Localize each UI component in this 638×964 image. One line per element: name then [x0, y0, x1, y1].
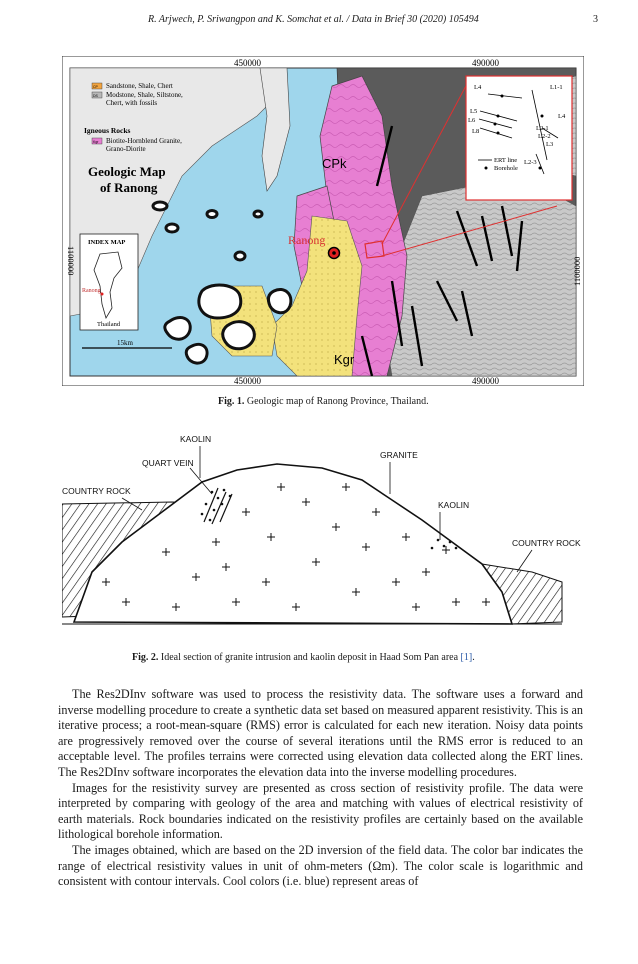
figure-2-cross-section	[62, 432, 584, 632]
index-map	[80, 234, 138, 330]
paragraph-1: The Res2DInv software was used to process the resistivity data. The software uses a forward and inverse modelling procedure to create a synthetic data set based on measured apparent resistivity. This is an iterative process; a root-mean-square (RMS) error is calculated for each new iteration. Noisy data points are progressively removed over the course of several iterations until the RMS error is reduced to an acceptable level. The profiles terrains were corrected using elevation data collected along the ERT lines. The Res2DInv software incorporates the elevation data into the inverse modelling procedures.	[58, 687, 583, 779]
inset-l2-1: L2-1	[536, 125, 549, 132]
index-map-place: Ranong	[82, 288, 101, 294]
figure-1-geologic-map	[62, 56, 584, 386]
label-quart-vein: QUART VEIN	[142, 458, 194, 468]
running-header	[58, 14, 598, 30]
legend-sed-3: Chert, with fossils	[106, 99, 158, 107]
figure-1-caption-label: Fig. 1.	[218, 396, 245, 407]
figure-2-caption-text: Ideal section of granite intrusion and kaolin deposit in Haad Som Pan area	[160, 652, 459, 663]
inset-l5: L5	[470, 108, 478, 115]
index-map-title: INDEX MAP	[88, 239, 126, 246]
legend-sed-1: Sandstone, Shale, Chert	[106, 82, 173, 90]
figure-1-caption	[218, 396, 429, 407]
inset-l4: L4	[474, 84, 482, 91]
inset-l2-2: L2-2	[538, 133, 551, 140]
label-country-rock-left: COUNTRY ROCK	[62, 486, 131, 496]
map-title-line-1: Geologic Map	[88, 164, 166, 179]
inset-legend-dot: Borehole	[494, 165, 518, 172]
label-granite: GRANITE	[380, 450, 418, 460]
ert-inset-map	[466, 76, 572, 200]
inset-l8: L8	[472, 128, 480, 135]
map-left-tick: 1100000	[66, 246, 76, 276]
map-label-cpk: CPk	[322, 156, 347, 171]
running-title: R. Arjwech, P. Sriwangpon and K. Somchat et al. / Data in Brief 30 (2020) 105494	[148, 14, 479, 25]
page-number: 3	[593, 14, 598, 25]
label-kaolin-right: KAOLIN	[438, 500, 470, 510]
inset-l2-3: L2-3	[524, 159, 537, 166]
map-top-tick-2: 490000	[472, 58, 499, 68]
index-map-country: Thailand	[97, 321, 121, 328]
inset-legend-line: ERT line	[494, 157, 518, 164]
figure-1-caption-text: Geologic map of Ranong Province, Thailand.	[246, 396, 429, 407]
figure-2-caption-ref[interactable]: [1]	[460, 652, 473, 663]
figure-2-caption	[132, 652, 475, 663]
label-country-rock-right: COUNTRY ROCK	[512, 538, 581, 548]
paragraph-3: The images obtained, which are based on the 2D inversion of the field data. The color bar indicates the range of electrical resistivity values in unit of ohm-meters (Ωm). The color scale is logarithmic and consistent with contour intervals. Cool colors (i.e. blue) represent areas of	[58, 842, 583, 889]
figure-2-caption-end: .	[472, 652, 475, 663]
legend-code-kgr: Kgr	[93, 140, 99, 144]
map-bottom-tick-1: 450000	[234, 376, 261, 386]
inset-l1-1: L1-1	[550, 84, 563, 91]
figure-2-caption-label: Fig. 2.	[132, 652, 159, 663]
map-top-tick-1: 450000	[234, 58, 261, 68]
legend-ign-2: Grano-Diorite	[106, 145, 146, 153]
legend-ign-1: Biotite-Hornblend Granite,	[106, 137, 182, 145]
scale-bar-label: 15km	[117, 339, 133, 347]
inset-l3: L3	[546, 141, 554, 148]
map-label-kgr: Kgr	[334, 352, 355, 367]
legend-code-cp: CP	[93, 85, 98, 89]
label-kaolin-top: KAOLIN	[180, 434, 212, 444]
legend-igneous-heading: Igneous Rocks	[84, 126, 131, 135]
inset-l4-right: L4	[558, 113, 566, 120]
inset-l6: L6	[468, 117, 476, 124]
map-label-ranong: Ranong	[288, 233, 326, 247]
body-text	[58, 687, 583, 890]
map-right-tick: 1100000	[572, 256, 582, 286]
map-title-line-2: of Ranong	[100, 180, 158, 195]
legend-code-ds: DS	[93, 94, 98, 98]
map-bottom-tick-2: 490000	[472, 376, 499, 386]
paragraph-2: Images for the resistivity survey are presented as cross section of resistivity profile. The data were interpreted by comparing with geology of the area and matching with values of electrical resistivity of earth materials. Rock boundaries indicated on the resistivity profiles are certainly based on the available lithological borehole information.	[58, 780, 583, 842]
legend-sed-2: Modstone, Shale, Siltstone,	[106, 91, 183, 99]
